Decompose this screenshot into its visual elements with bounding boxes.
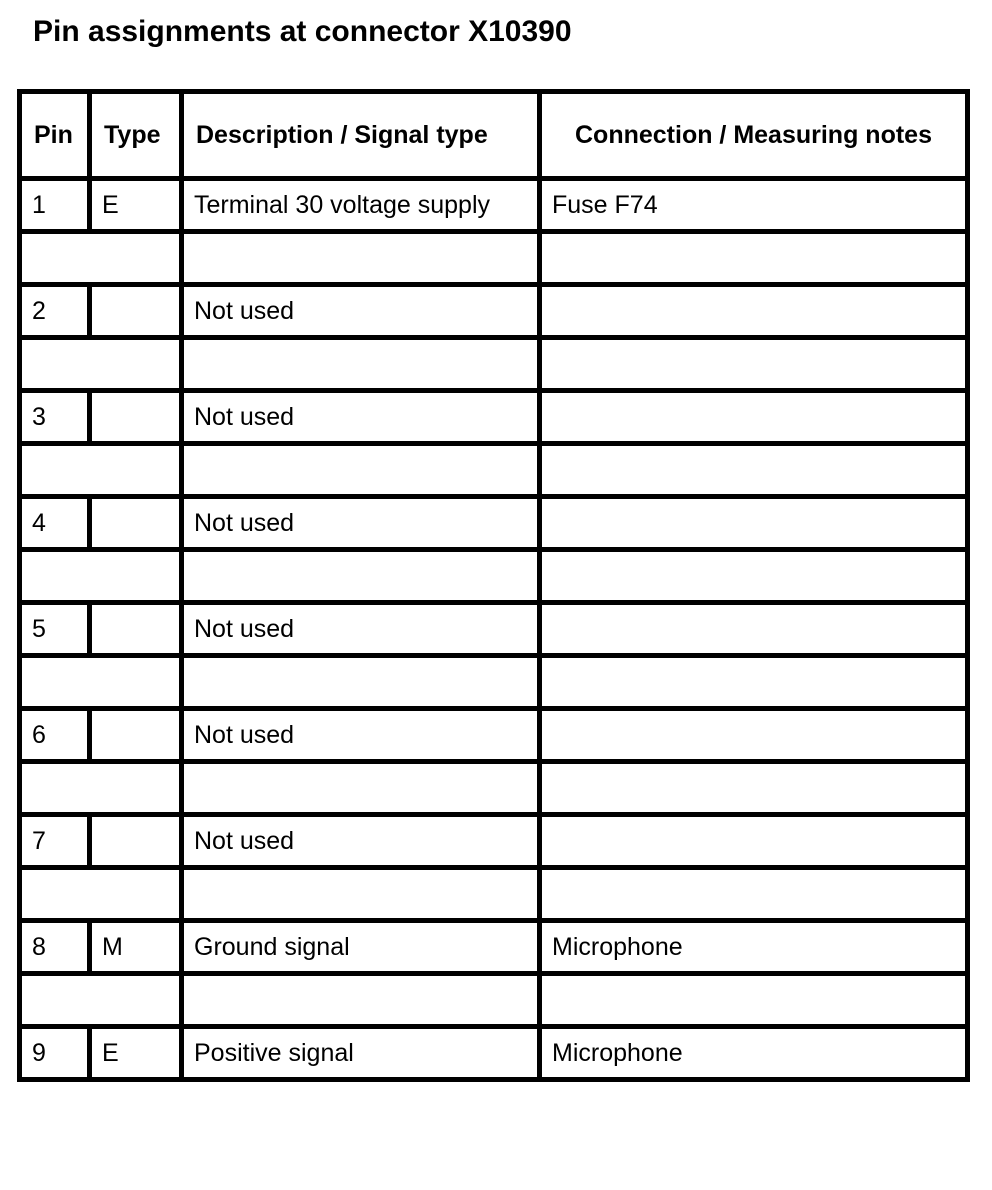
cell-pin: 1	[20, 179, 90, 232]
spacer-row	[20, 974, 968, 1027]
spacer-cell	[540, 656, 968, 709]
cell-description: Not used	[182, 285, 540, 338]
cell-connection: Fuse F74	[540, 179, 968, 232]
spacer-row	[20, 444, 968, 497]
spacer-cell	[182, 656, 540, 709]
cell-pin: 9	[20, 1027, 90, 1080]
spacer-cell	[182, 974, 540, 1027]
spacer-row	[20, 550, 968, 603]
spacer-cell	[20, 232, 182, 285]
spacer-row	[20, 762, 968, 815]
cell-connection: Microphone	[540, 921, 968, 974]
cell-pin: 3	[20, 391, 90, 444]
spacer-row	[20, 868, 968, 921]
spacer-cell	[540, 868, 968, 921]
cell-type: E	[90, 1027, 182, 1080]
table-row	[20, 603, 968, 656]
cell-connection: Microphone	[540, 1027, 968, 1080]
spacer-cell	[540, 762, 968, 815]
cell-connection	[540, 603, 968, 656]
spacer-cell	[540, 232, 968, 285]
table-header-row	[20, 92, 968, 179]
spacer-row	[20, 232, 968, 285]
spacer-cell	[20, 868, 182, 921]
table-row	[20, 497, 968, 550]
cell-type	[90, 497, 182, 550]
cell-description: Ground signal	[182, 921, 540, 974]
cell-connection	[540, 709, 968, 762]
cell-pin: 5	[20, 603, 90, 656]
header-pin: Pin	[20, 92, 90, 179]
cell-type	[90, 815, 182, 868]
cell-type	[90, 391, 182, 444]
cell-type: M	[90, 921, 182, 974]
cell-connection	[540, 391, 968, 444]
cell-pin: 7	[20, 815, 90, 868]
spacer-cell	[182, 338, 540, 391]
cell-type	[90, 709, 182, 762]
table-row	[20, 1027, 968, 1080]
table-row	[20, 391, 968, 444]
spacer-cell	[20, 444, 182, 497]
spacer-cell	[540, 974, 968, 1027]
spacer-cell	[182, 550, 540, 603]
cell-description: Not used	[182, 603, 540, 656]
table-row	[20, 179, 968, 232]
spacer-cell	[182, 868, 540, 921]
cell-description: Not used	[182, 497, 540, 550]
cell-pin: 2	[20, 285, 90, 338]
cell-pin: 4	[20, 497, 90, 550]
spacer-row	[20, 656, 968, 709]
table-row	[20, 815, 968, 868]
header-type: Type	[90, 92, 182, 179]
cell-description: Not used	[182, 709, 540, 762]
cell-pin: 6	[20, 709, 90, 762]
cell-description: Not used	[182, 391, 540, 444]
spacer-row	[20, 338, 968, 391]
spacer-cell	[20, 338, 182, 391]
spacer-cell	[182, 762, 540, 815]
cell-description: Terminal 30 voltage supply	[182, 179, 540, 232]
cell-type: E	[90, 179, 182, 232]
spacer-cell	[540, 550, 968, 603]
cell-description: Not used	[182, 815, 540, 868]
header-connection: Connection / Measuring notes	[540, 92, 968, 179]
cell-connection	[540, 815, 968, 868]
cell-pin: 8	[20, 921, 90, 974]
spacer-cell	[540, 444, 968, 497]
spacer-cell	[20, 656, 182, 709]
cell-type	[90, 603, 182, 656]
spacer-cell	[182, 232, 540, 285]
page-title: Pin assignments at connector X10390	[33, 15, 572, 48]
spacer-cell	[20, 550, 182, 603]
spacer-cell	[540, 338, 968, 391]
cell-connection	[540, 285, 968, 338]
pin-assignment-table	[17, 89, 970, 1082]
cell-description: Positive signal	[182, 1027, 540, 1080]
cell-type	[90, 285, 182, 338]
header-description: Description / Signal type	[182, 92, 540, 179]
table-row	[20, 921, 968, 974]
spacer-cell	[20, 974, 182, 1027]
table-row	[20, 285, 968, 338]
table-row	[20, 709, 968, 762]
cell-connection	[540, 497, 968, 550]
spacer-cell	[182, 444, 540, 497]
spacer-cell	[20, 762, 182, 815]
